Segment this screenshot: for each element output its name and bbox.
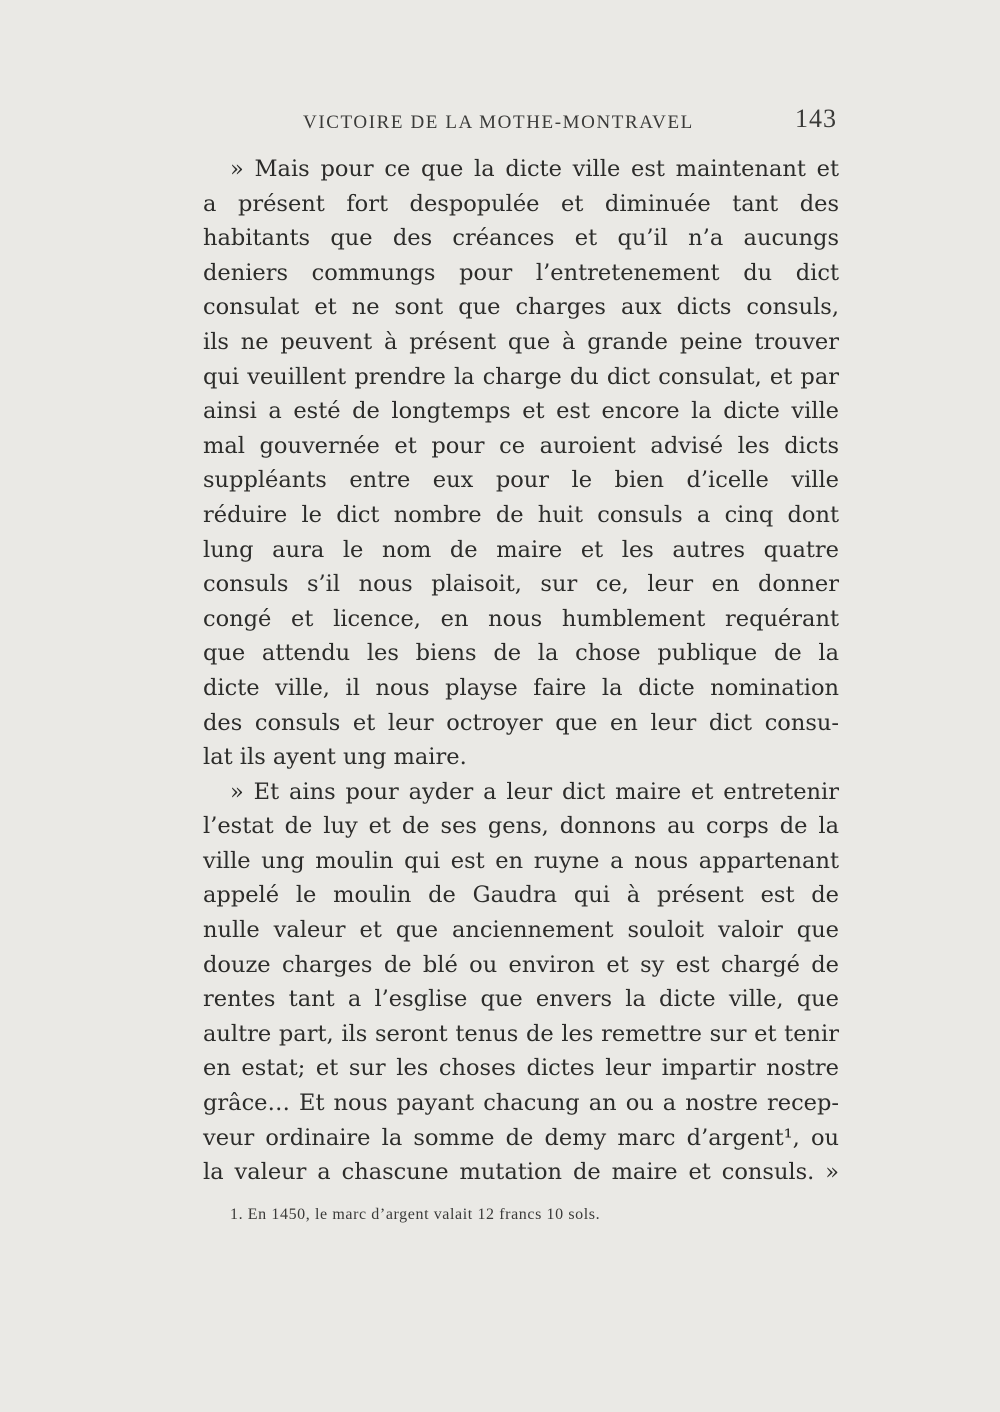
text-line: dicte ville, il nous playse faire la dicte nomination xyxy=(203,674,839,701)
text-line: veur ordinaire la somme de demy marc d’argent¹, ou xyxy=(203,1124,839,1151)
text-line: grâce… Et nous payant chacung an ou a nostre recep- xyxy=(203,1090,839,1117)
text-line: nulle valeur et que anciennement souloit valoir que xyxy=(203,917,839,944)
text-line: que attendu les biens de la chose publique de la xyxy=(203,640,839,667)
text-line: deniers commungs pour l’entretenement du dict xyxy=(203,259,839,286)
text-line: réduire le dict nombre de huit consuls a cinq dont xyxy=(203,501,839,528)
text-line: congé et licence, en nous humblement requérant xyxy=(203,605,839,632)
text-line: qui veuillent prendre la charge du dict consulat, et par xyxy=(203,363,839,390)
body-text xyxy=(203,152,839,1190)
text-line: des consuls et leur octroyer que en leur dict consu- xyxy=(203,709,839,736)
text-line: en estat; et sur les choses dictes leur impartir nostre xyxy=(203,1055,839,1082)
text-line: mal gouvernée et pour ce auroient advisé les dicts xyxy=(203,432,839,459)
text-line: habitants que des créances et qu’il n’a aucungs xyxy=(203,225,839,252)
text-line: consulat et ne sont que charges aux dicts consuls, xyxy=(203,294,839,321)
text-line: consuls s’il nous plaisoit, sur ce, leur en donner xyxy=(203,571,839,598)
paragraph xyxy=(203,775,839,1190)
text-line: » Et ains pour ayder a leur dict maire et entretenir xyxy=(230,778,839,805)
footnote: 1. En 1450, le marc d’argent valait 12 francs 10 sols. xyxy=(230,1206,601,1223)
text-line: douze charges de blé ou environ et sy est chargé de xyxy=(203,951,839,978)
text-line: ville ung moulin qui est en ruyne a nous appartenant xyxy=(203,847,839,874)
text-line: a présent fort despopulée et diminuée tant des xyxy=(203,190,839,217)
text-line: l’estat de luy et de ses gens, donnons au corps de la xyxy=(203,813,839,840)
text-line: ils ne peuvent à présent que à grande peine trouver xyxy=(203,328,839,355)
paragraph xyxy=(203,152,839,775)
text-line: lung aura le nom de maire et les autres quatre xyxy=(203,536,839,563)
text-line: la valeur a chascune mutation de maire et consuls. » xyxy=(203,1159,839,1186)
text-line: appelé le moulin de Gaudra qui à présent est de xyxy=(203,882,839,909)
text-line: aultre part, ils seront tenus de les remettre sur et tenir xyxy=(203,1020,839,1047)
text-line: ainsi a esté de longtemps et est encore la dicte ville xyxy=(203,398,839,425)
text-line: rentes tant a l’esglise que envers la dicte ville, que xyxy=(203,986,839,1013)
text-line: suppléants entre eux pour le bien d’icelle ville xyxy=(203,467,839,494)
text-line: lat ils ayent ung maire. xyxy=(203,744,467,771)
text-line: » Mais pour ce que la dicte ville est maintenant et xyxy=(230,156,839,182)
running-title: VICTOIRE DE LA MOTHE-MONTRAVEL xyxy=(303,112,694,133)
page-number: 143 xyxy=(795,104,837,133)
